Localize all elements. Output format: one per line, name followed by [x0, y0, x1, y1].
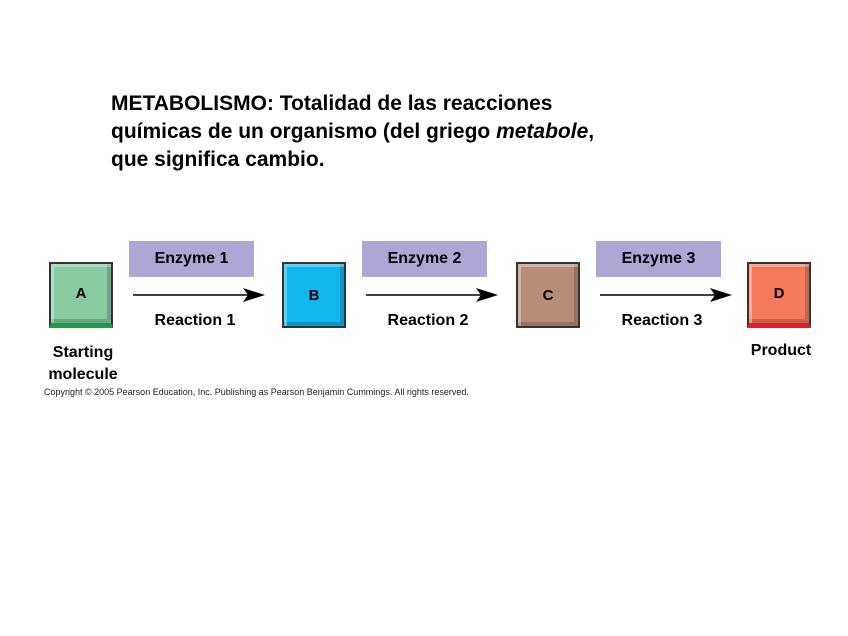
- starting-label-line-1: Starting: [52, 344, 114, 361]
- starting-molecule-label: [38, 342, 128, 386]
- title-line-1: METABOLISMO: Totalidad de las reacciones: [111, 92, 553, 115]
- title-line-2-start: químicas de un organismo (del griego: [111, 120, 497, 143]
- enzyme-2-label: Enzyme 2: [362, 241, 487, 277]
- reaction-3-label: Reaction 3: [621, 312, 703, 329]
- title-line-3: que significa cambio.: [111, 148, 325, 171]
- title-line-2: [111, 118, 711, 146]
- reaction-2-label: Reaction 2: [387, 312, 469, 329]
- title-line-2-end: ,: [588, 120, 595, 143]
- copyright-notice: Copyright © 2005 Pearson Education, Inc. Publishing as Pearson Benjamin Cummings. All rights reserved.: [44, 387, 469, 397]
- enzyme-1-label: Enzyme 1: [129, 241, 254, 277]
- starting-label-line-2: molecule: [48, 366, 118, 383]
- title-italic-term: metabole: [496, 120, 589, 143]
- reaction-1-arrow: [133, 287, 267, 303]
- reaction-3-arrow: [600, 287, 734, 303]
- molecule-a-box: A: [49, 262, 113, 328]
- reaction-1-label: Reaction 1: [154, 312, 236, 329]
- product-label: Product: [750, 342, 812, 359]
- reaction-2-arrow: [366, 287, 500, 303]
- molecule-c-box: C: [516, 262, 580, 328]
- molecule-d-box: D: [747, 262, 811, 328]
- page-title: [111, 90, 711, 174]
- enzyme-3-label: Enzyme 3: [596, 241, 721, 277]
- molecule-b-box: B: [282, 262, 346, 328]
